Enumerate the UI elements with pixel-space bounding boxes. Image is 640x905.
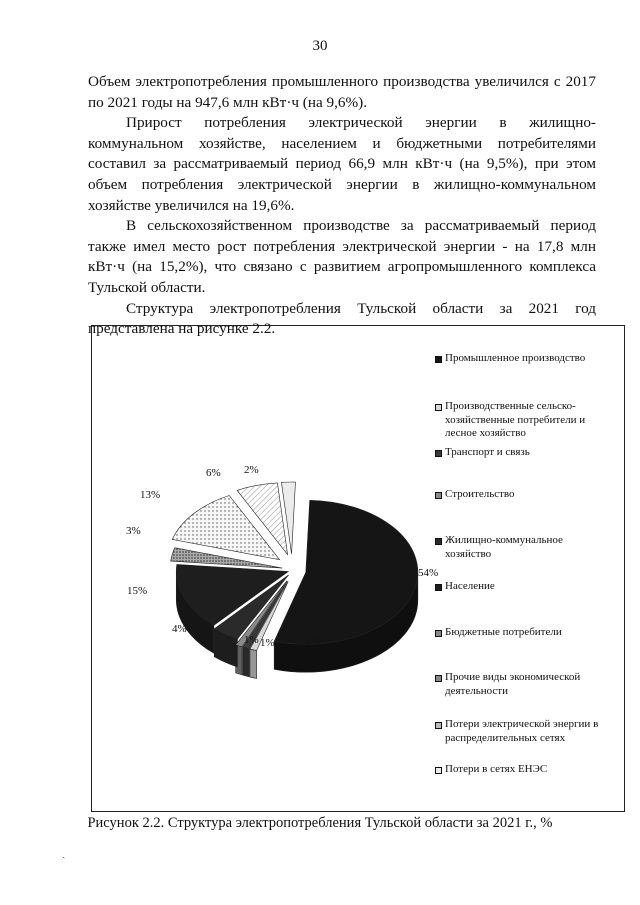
pie-data-label: 3% (126, 525, 141, 537)
legend-swatch (435, 450, 442, 457)
pie-data-label: 13% (140, 489, 161, 501)
legend-swatch (435, 630, 442, 637)
legend-item (435, 626, 611, 640)
legend-label: Население (445, 580, 495, 592)
legend-item (435, 446, 611, 460)
legend-label: Потери в сетях ЕНЭС (445, 763, 548, 775)
pie-data-label: 15% (127, 585, 148, 597)
pie-slice-side (243, 647, 250, 677)
legend-label: Прочие виды экономической деятельности (445, 671, 581, 697)
paragraph-4: Структура электропотребления Тульской области за 2021 год представлена на рисунке 2.2. (88, 299, 596, 338)
legend-item (435, 580, 611, 594)
paragraph-3: В сельскохозяйственном производстве за рассматриваемый период также имел место рост потребления электрической энергии - на 17,8 млн кВт·ч (на 15,2%), что связано с развитием агропромышленного комплекса Тульской области. (88, 217, 596, 296)
legend-item (435, 400, 611, 441)
figure-frame (91, 325, 625, 812)
legend-label: Производственные сельско-хозяйственные потребители и лесное хозяйство (445, 400, 586, 439)
pie-data-label: 54% (418, 567, 439, 579)
legend-swatch (435, 767, 442, 774)
pie-data-label: 1% (244, 634, 259, 646)
pie-data-label: 6% (206, 467, 221, 479)
pie-slice-side (250, 649, 257, 678)
legend-swatch (435, 404, 442, 411)
legend-label: Бюджетные потребители (445, 626, 562, 638)
figure-caption: Рисунок 2.2. Структура электропотребления Тульской области за 2021 г., % (87, 815, 553, 831)
legend-swatch (435, 722, 442, 729)
scan-mark: ˎ (62, 848, 66, 859)
pie-data-label: 1% (260, 637, 275, 649)
legend-label: Строительство (445, 488, 515, 500)
legend-item (435, 534, 611, 561)
pie-data-label: 1% (306, 637, 321, 649)
legend-item (435, 718, 611, 745)
pie-data-label: 4% (172, 623, 187, 635)
legend-label: Потери электрической энергии в распределительных сетях (445, 718, 599, 744)
legend-swatch (435, 538, 442, 545)
legend-item (435, 671, 611, 698)
legend-label: Транспорт и связь (445, 446, 530, 458)
page-number: 30 (312, 38, 328, 54)
pie-chart (92, 326, 439, 806)
legend-item (435, 763, 611, 777)
legend-swatch (435, 356, 442, 363)
legend-swatch (435, 584, 442, 591)
body-text (88, 72, 596, 340)
legend-label: Промышленное производство (445, 352, 586, 364)
legend-item (435, 488, 611, 502)
pie-data-label: 2% (244, 464, 259, 476)
legend-item (435, 352, 611, 366)
legend-label: Жилищно-коммунальное хозяйство (445, 534, 563, 560)
legend-swatch (435, 675, 442, 682)
paragraph-2: Прирост потребления электрической энергии в жилищно-коммунальном хозяйстве, населением и бюджетными потребителями составил за рассматриваемый период 66,9 млн кВт·ч (на 9,5%), при этом объем потребления электрической энергии в жилищно-коммунальном хозяйстве увеличился на 19,6%. (88, 114, 596, 214)
legend-swatch (435, 492, 442, 499)
paragraph-1: Объем электропотребления промышленного производства увеличился с 2017 по 2021 годы на 947,6 млн кВт·ч (на 9,6%). (88, 73, 596, 111)
